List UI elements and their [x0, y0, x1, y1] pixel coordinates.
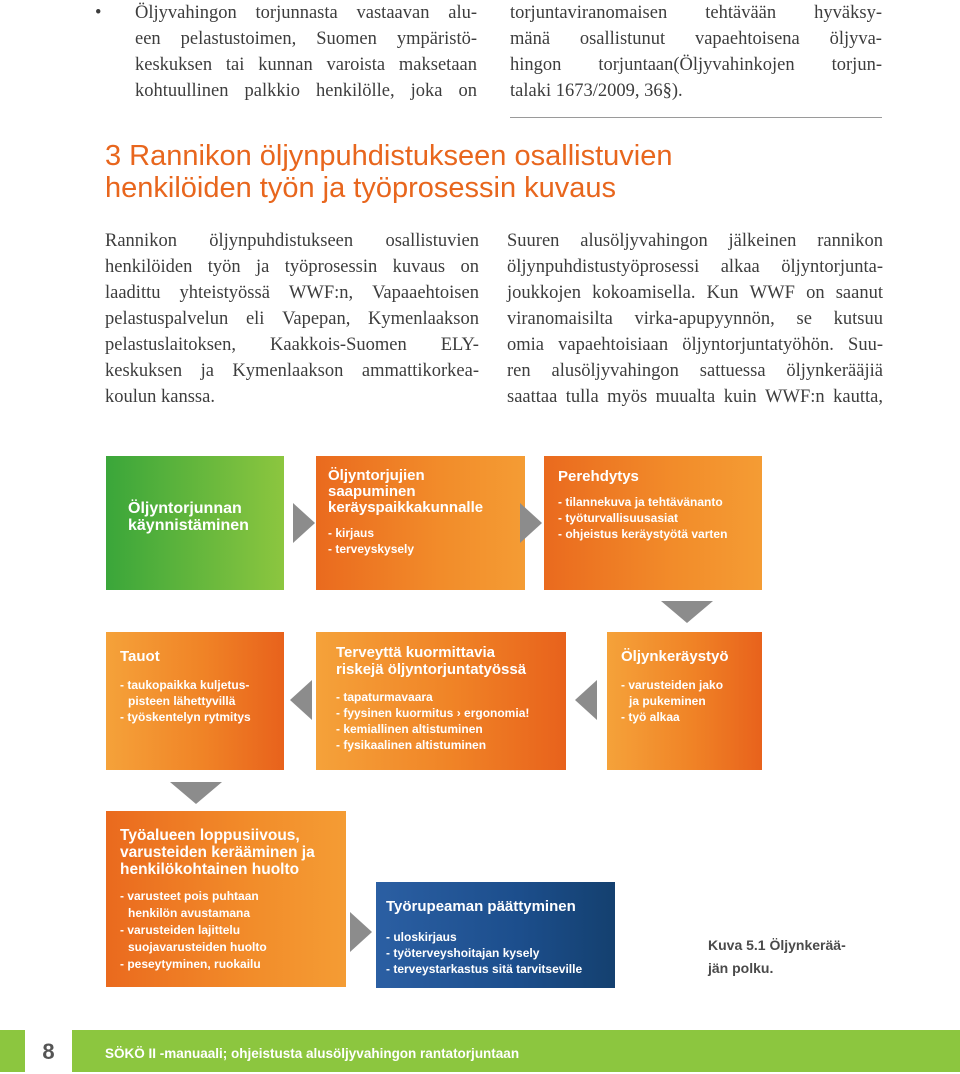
word: henkilölle,: [316, 81, 395, 101]
word: kunnan: [258, 55, 313, 75]
flow-box-title: [328, 468, 525, 516]
word: alkaa: [720, 257, 760, 277]
list-item: henkilön avustamana: [128, 906, 251, 920]
word: kutsuu: [833, 309, 883, 329]
text-line: [510, 26, 882, 52]
title-line: varusteiden kerääminen ja: [120, 844, 315, 861]
flow-box-list: [336, 689, 566, 753]
flow-box-title: [128, 500, 284, 534]
word: Suuren: [507, 231, 560, 251]
top-right-column: [510, 0, 882, 104]
flow-box-arrival: [316, 456, 525, 590]
word: Öljyvahingon: [135, 3, 237, 23]
arrow-left-icon: [290, 680, 312, 720]
word: Kymenlaakson: [232, 361, 344, 381]
arrow-right-icon: [293, 503, 315, 543]
list-item: - uloskirjaus: [386, 930, 457, 944]
word: on: [806, 283, 825, 303]
flow-box-shift-end: [376, 882, 615, 988]
word: työn: [207, 257, 241, 277]
word: öljynpuhdistustyöprosessi: [507, 257, 700, 277]
section-title: [105, 140, 885, 204]
word: osallistuvien: [385, 231, 479, 251]
word: torjun-: [831, 55, 882, 75]
title-line: Perehdytys: [558, 468, 639, 485]
body-left-column: [105, 228, 479, 410]
word: tehtävään: [705, 3, 777, 23]
word: öljyntorjuntatyöhön.: [682, 335, 834, 355]
arrow-down-icon: [661, 601, 713, 623]
word: virka-apupyynnön,: [634, 309, 775, 329]
word: pelastuslaitoksen,: [105, 335, 237, 355]
word: Kaakkois-Suomen: [270, 335, 407, 355]
list-item: - fysikaalinen altistuminen: [336, 738, 487, 752]
word: varoista: [326, 55, 386, 75]
text-line: [507, 280, 883, 306]
flow-box-title: [558, 468, 762, 485]
word: omia: [507, 335, 544, 355]
word: ren: [507, 361, 531, 381]
title-line: henkilökohtainen huolto: [120, 861, 300, 878]
flow-box-breaks: [106, 632, 284, 770]
text-line: [105, 228, 479, 254]
word: tai: [225, 55, 245, 75]
word: Kymenlaakson: [368, 309, 479, 329]
word: WWF:n,: [288, 283, 354, 303]
word: öljyntorjunta-: [781, 257, 883, 277]
flow-box-title: [120, 827, 346, 878]
list-item: - ohjeistus keräystyötä varten: [558, 527, 728, 541]
text-line: [507, 228, 883, 254]
list-item: - fyysinen kuormitus › ergonomia!: [336, 706, 530, 720]
list-item: - työterveyshoitajan kysely: [386, 946, 540, 960]
title-line: Tauot: [120, 648, 160, 665]
flow-box-list: [621, 677, 762, 725]
flow-box-title: [120, 648, 284, 665]
list-item: - työskentelyn rytmitys: [120, 710, 251, 724]
text-line: [507, 306, 883, 332]
text-line: [507, 332, 883, 358]
word: henkilöiden: [105, 257, 193, 277]
title-line: Öljynkeräystyö: [621, 648, 729, 665]
word: ympäristö-: [396, 29, 477, 49]
word: muualta: [655, 387, 716, 407]
section-title-line: henkilöiden työn ja työprosessin kuvaus: [105, 172, 617, 204]
divider: [510, 117, 882, 118]
footer-title: SÖKÖ II -manuaali; ohjeistusta alusöljyvahingon rantatorjuntaan: [105, 1046, 520, 1061]
title-line: keräyspaikkakunnalle: [328, 499, 484, 516]
word: ja: [256, 257, 270, 277]
text-line: [135, 0, 477, 26]
word: WWF: [749, 283, 795, 303]
word: on: [458, 81, 477, 101]
text-line: [105, 332, 479, 358]
title-line: käynnistäminen: [128, 517, 249, 534]
word: saattaa: [507, 387, 558, 407]
list-item: - varusteiden jako: [621, 678, 724, 692]
word: kohtuullinen: [135, 81, 229, 101]
list-item: - varusteet pois puhtaan: [120, 889, 259, 903]
word: WWF:n: [765, 387, 825, 407]
figure-caption: [708, 934, 888, 980]
flow-box-list: [386, 929, 615, 977]
flow-box-title: [336, 644, 566, 678]
word: vapaehtoisiaan: [558, 335, 669, 355]
text-line: [105, 254, 479, 280]
text-line: talaki 1673/2009, 36§).: [510, 81, 683, 101]
word: maksetaan: [398, 55, 477, 75]
word: öljynkerääjiä: [786, 361, 883, 381]
word: keskuksen: [135, 55, 213, 75]
word: on: [460, 257, 479, 277]
word: öljyva-: [829, 29, 882, 49]
text-line: [507, 384, 883, 410]
text-line: [135, 26, 477, 52]
text-line: [507, 358, 883, 384]
title-line: Terveyttä kuormittavia: [336, 644, 495, 661]
text-line: [105, 306, 479, 332]
word: keskuksen: [105, 361, 183, 381]
word: Vapaaehtoisen: [372, 283, 479, 303]
list-item: - työturvallisuusasiat: [558, 511, 679, 525]
word: vastaavan: [356, 3, 430, 23]
word: vapaehtoisena: [694, 29, 800, 49]
text-line: [510, 0, 882, 26]
word: Vapepan,: [282, 309, 351, 329]
word: ja: [200, 361, 214, 381]
flow-box-cleanup: [106, 811, 346, 987]
word: palkkio: [244, 81, 301, 101]
flow-box-title: [621, 648, 762, 665]
word: jälkeinen: [728, 231, 797, 251]
word: myös: [607, 387, 648, 407]
arrow-right-icon: [520, 503, 542, 543]
word: kuvaus: [392, 257, 446, 277]
word: laadittu: [105, 283, 161, 303]
word: torjuntaan(Öljyvahinkojen: [598, 55, 795, 75]
list-item: ja pukeminen: [629, 694, 706, 708]
arrow-right-icon: [350, 912, 372, 952]
word: alusöljyvahingon: [580, 231, 708, 251]
word: kokoamisella.: [592, 283, 696, 303]
caption-line: jän polku.: [708, 960, 774, 976]
word: viranomaisilta: [507, 309, 613, 329]
bullet-point: •: [95, 3, 102, 23]
word: hingon: [510, 55, 562, 75]
body-right-column: [507, 228, 883, 410]
flow-box-collection-work: [607, 632, 762, 770]
word: Kun: [706, 283, 739, 303]
list-item: - tapaturmavaara: [336, 690, 433, 704]
word: torjuntaviranomaisen: [510, 3, 668, 23]
word: Suu-: [848, 335, 883, 355]
caption-line: Kuva 5.1 Öljynkerää-: [708, 937, 846, 953]
flow-box-health-risks: [316, 632, 566, 770]
list-item: - terveyskysely: [328, 542, 415, 556]
title-line: Työalueen loppusiivous,: [120, 827, 300, 844]
top-left-column: [95, 0, 477, 104]
word: öljynpuhdistukseen: [209, 231, 354, 251]
word: tulla: [565, 387, 599, 407]
list-item: - kemiallinen altistuminen: [336, 722, 483, 736]
title-line: Öljyntorjujien: [328, 467, 425, 484]
word: mänä: [510, 29, 551, 49]
word: ammattikorkea-: [361, 361, 479, 381]
word: pelastustoimen,: [180, 29, 297, 49]
list-item: - varusteiden lajittelu: [120, 923, 241, 937]
word: osallistunut: [579, 29, 666, 49]
word: sattuessa: [699, 361, 766, 381]
word: rannikon: [817, 231, 883, 251]
title-line: Öljyntorjunnan: [128, 500, 242, 517]
flow-box-list: [328, 525, 525, 557]
word: hyväksy-: [814, 3, 882, 23]
word: eli: [245, 309, 265, 329]
arrow-down-icon: [170, 782, 222, 804]
word: joukkojen: [507, 283, 581, 303]
word: työprosessin: [284, 257, 378, 277]
list-item: suojavarusteiden huolto: [128, 940, 267, 954]
text-line: [510, 52, 882, 78]
text-line: koulun kanssa.: [105, 387, 215, 407]
list-item: - kirjaus: [328, 526, 375, 540]
flow-box-list: [120, 888, 346, 973]
list-item: - peseytyminen, ruokailu: [120, 957, 261, 971]
page-number: 8: [42, 1039, 55, 1064]
word: saanut: [835, 283, 883, 303]
title-line: saapuminen: [328, 483, 416, 500]
list-item: - taukopaikka kuljetus-: [120, 678, 250, 692]
word: joka: [410, 81, 443, 101]
text-line: [135, 78, 477, 104]
word: se: [796, 309, 812, 329]
word: Suomen: [316, 29, 377, 49]
word: kuin: [723, 387, 757, 407]
list-item: pisteen lähettyvillä: [128, 694, 236, 708]
list-item: - tilannekuva ja tehtävänanto: [558, 495, 723, 509]
section-title-line: 3 Rannikon öljynpuhdistukseen osallistuvien: [105, 140, 673, 172]
flow-box-list: [558, 494, 762, 542]
list-item: - työ alkaa: [621, 710, 680, 724]
title-line: riskejä öljyntorjuntatyössä: [336, 661, 527, 678]
bullet-text: [105, 0, 477, 104]
text-line: [507, 254, 883, 280]
title-line: Työrupeaman päättyminen: [386, 898, 576, 915]
text-line: [135, 52, 477, 78]
list-item: - terveystarkastus sitä tarvitseville: [386, 962, 583, 976]
word: yhteistyössä: [179, 283, 270, 303]
arrow-left-icon: [575, 680, 597, 720]
flow-box-orientation: [544, 456, 762, 590]
word: pelastuspalvelun: [105, 309, 229, 329]
flow-box-title: [386, 898, 615, 915]
flow-box-list: [120, 677, 284, 725]
word: Rannikon: [105, 231, 177, 251]
word: torjunnasta: [255, 3, 338, 23]
flow-box-start: [106, 456, 284, 590]
word: alusöljyvahingon: [551, 361, 679, 381]
word: kautta,: [833, 387, 883, 407]
text-line: [105, 358, 479, 384]
text-line: [105, 280, 479, 306]
word: een: [135, 29, 161, 49]
word: ELY-: [440, 335, 479, 355]
word: alu-: [448, 3, 477, 23]
